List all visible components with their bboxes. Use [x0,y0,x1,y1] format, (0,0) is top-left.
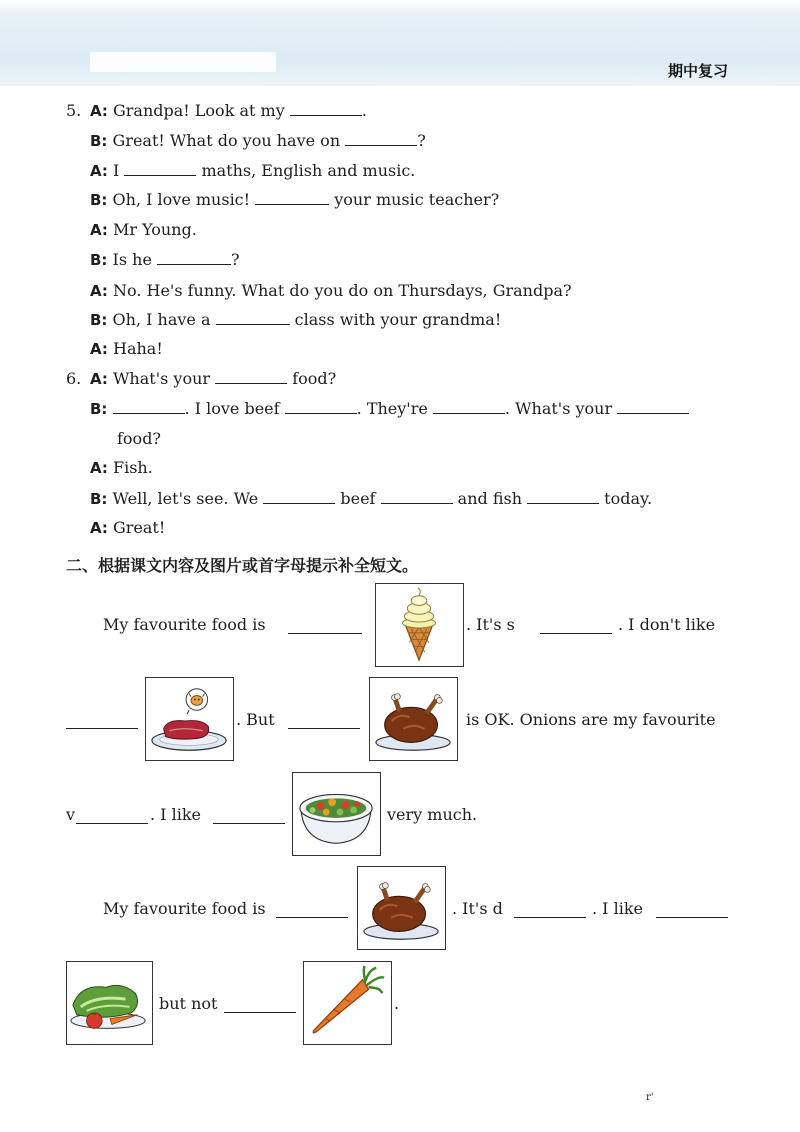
dialogue-6-line-3 [117,429,161,449]
passage-line-3c: very much. [387,805,478,824]
text: Oh, I have a [112,310,216,329]
speaker: A: [90,162,108,180]
answer-blank[interactable] [527,489,599,504]
answer-blank[interactable] [433,399,505,414]
text: I [112,161,125,180]
text: food? [117,429,162,448]
dialogue-6-line-4 [90,458,153,478]
speaker: A: [90,519,108,537]
text: Oh, I love music! [112,190,256,209]
dialogue-5-line-3 [90,161,415,181]
speaker: A: [90,221,108,239]
dialogue-6-line-2 [90,399,689,419]
salad-picture [292,772,381,856]
answer-blank[interactable] [76,809,148,824]
answer-blank[interactable] [213,809,285,824]
speaker: A: [90,102,108,120]
text: . [361,101,367,120]
answer-blank[interactable] [263,489,335,504]
dialogue-5-line-2 [90,131,426,151]
passage-line-2a: . But [236,710,275,729]
text: ? [231,250,240,269]
answer-blank[interactable] [345,131,417,146]
answer-blank[interactable] [381,489,453,504]
dialogue-6-line-5 [90,489,652,509]
roast-chicken-icon [370,678,457,760]
answer-blank[interactable] [540,619,612,634]
answer-blank[interactable] [656,903,728,918]
answer-blank[interactable] [288,619,362,634]
section-two-title: 二、根据课文内容及图片或首字母提示补全短文。 [66,556,419,575]
text: . I love beef [184,399,285,418]
answer-blank[interactable] [124,161,196,176]
header-label-area [90,52,276,72]
page-title: 期中复习 [668,62,729,80]
answer-blank[interactable] [288,714,360,729]
footer-mark: r' [646,1092,654,1103]
answer-blank[interactable] [285,399,357,414]
question-number: 6. [66,369,82,388]
vegetables-icon [67,962,152,1044]
answer-blank[interactable] [276,903,348,918]
vegetables-picture [66,961,153,1045]
text: food? [287,369,337,388]
answer-blank[interactable] [216,310,290,325]
speaker: B: [90,132,108,150]
speaker: B: [90,191,108,209]
passage-line-5b: . [394,994,400,1013]
speaker: B: [90,251,108,269]
answer-blank[interactable] [215,369,287,384]
chicken-picture-2 [357,866,446,950]
speaker: B: [90,400,108,418]
text: and fish [452,489,528,508]
dialogue-5-line-5 [90,220,197,240]
text: ? [417,131,426,150]
speaker: A: [90,370,108,388]
text: Well, let's see. We [112,489,264,508]
passage-line-4b: . It's d [452,899,503,918]
passage-line-4c: . I like [592,899,643,918]
text: No. He's funny. What do you do on Thursdays, Grandpa? [112,281,572,300]
dialogue-5-line-1 [66,101,367,121]
passage-line-1b: . It's s [466,615,515,634]
answer-blank[interactable] [290,101,362,116]
text: Is he [112,250,158,269]
dialogue-5-line-8 [90,310,501,330]
text: Great! What do you have on [112,131,346,150]
passage-line-5a: but not [159,994,218,1013]
beef-picture [145,677,234,761]
text: class with your grandma! [289,310,502,329]
text: today. [599,489,653,508]
dialogue-6-line-6 [90,518,165,538]
question-number: 5. [66,101,82,120]
passage-line-4a: My favourite food is [103,899,266,918]
text: your music teacher? [329,190,500,209]
passage-line-1c: . I don't like [618,615,716,634]
text: . What's your [504,399,618,418]
speaker: A: [90,459,108,477]
chicken-picture [369,677,458,761]
answer-blank[interactable] [66,714,138,729]
text: beef [335,489,381,508]
text: Great! [112,518,166,537]
speaker: B: [90,490,108,508]
text: Grandpa! Look at my [112,101,290,120]
text: Mr Young. [112,220,197,239]
passage-line-2b: is OK. Onions are my favourite [466,710,716,729]
speaker: A: [90,340,108,358]
answer-blank[interactable] [113,399,185,414]
dialogue-5-line-6 [90,250,240,270]
answer-blank[interactable] [617,399,689,414]
passage-line-3a: v [66,805,76,824]
text: . They're [356,399,433,418]
dialogue-6-line-1 [66,369,336,389]
speaker: A: [90,282,108,300]
dialogue-5-line-9 [90,339,163,359]
ice-cream-icon [376,584,463,666]
answer-blank[interactable] [157,250,231,265]
passage-line-3b: . I like [150,805,201,824]
salad-icon [293,773,380,855]
carrot-icon [304,962,391,1044]
ice-cream-picture [375,583,464,667]
dialogue-5-line-4 [90,190,499,210]
answer-blank[interactable] [255,190,329,205]
carrot-picture [303,961,392,1045]
dialogue-5-line-7 [90,281,572,301]
passage-line-1a: My favourite food is [103,615,266,634]
answer-blank[interactable] [514,903,586,918]
roast-chicken-icon [358,867,445,949]
text: Haha! [112,339,163,358]
text: What's your [112,369,216,388]
text: maths, English and music. [196,161,416,180]
answer-blank[interactable] [224,998,296,1013]
beef-steak-icon [146,678,233,760]
speaker: B: [90,311,108,329]
text: Fish. [112,458,153,477]
